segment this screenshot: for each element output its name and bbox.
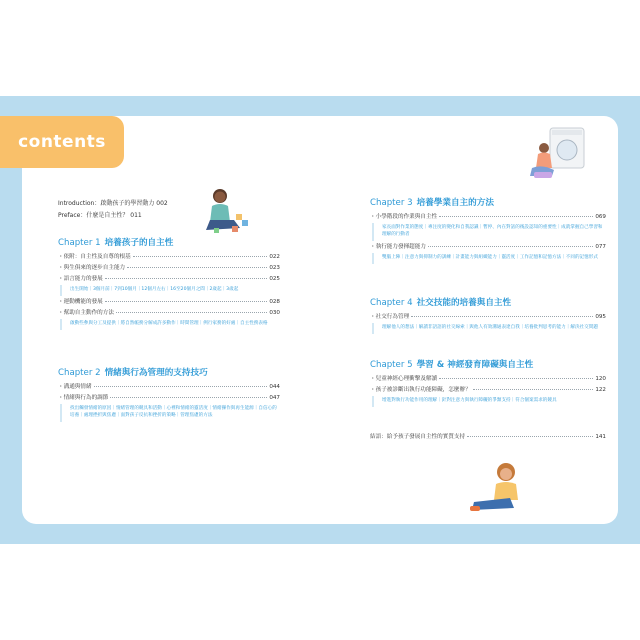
toc-entry[interactable]: ・運動機能的發展 028: [58, 299, 280, 305]
toc-entry[interactable]: ・溝通與情緒 044: [58, 384, 280, 390]
contents-tab: [0, 116, 124, 168]
child-playing-blocks-illustration: [200, 184, 256, 236]
child-laundry-illustration: [528, 124, 592, 182]
child-tying-shoe-illustration: [466, 458, 530, 516]
chapter-2-heading[interactable]: Chapter 2 情緒與行為管理的支持技巧: [58, 368, 208, 378]
chapter-5-heading[interactable]: Chapter 5 學習 & 神經發育障礙與自主性: [370, 360, 534, 370]
toc-entry[interactable]: ・孩子被診斷出執行功能障礙，怎麼辦？ 122: [370, 387, 606, 393]
toc-entry[interactable]: ・依附：自主性及自尊的根基 022: [58, 254, 280, 260]
chapter-3-heading[interactable]: Chapter 3 培養學業自主的方法: [370, 198, 494, 208]
closing-entry[interactable]: 結語：給予孩子發展自主性的實質支持 141: [370, 434, 606, 440]
chapter-4-heading[interactable]: Chapter 4 社交技能的培養與自主性: [370, 298, 512, 308]
toc-subtopics: 雙腦上陣｜注意力與抑制力的訓練｜計畫能力與組織能力｜靈活度｜工作記憶和記憶方法｜不同的記憶形式: [372, 253, 606, 264]
toc-subtopics: 理解他人的想法｜解讀非語語的社交線索｜與他人有效溝通表達自我｜培養批判思考的能力｜解決社交問題: [372, 323, 606, 334]
toc-subtopics: 找出觸發情緒的原因｜情緒管理的競具和活動｜心裡和情緒的靈活度｜情緒操作與再生能源｜自信心的培養｜處理挫折與焦慮｜面對孩子反抗和挫折的策略｜管理焦慮的方法: [60, 404, 280, 422]
toc-entry[interactable]: ・小學階段的作業與自主性 069: [370, 214, 606, 220]
toc-entry[interactable]: ・語言能力的發展 025: [58, 276, 280, 282]
toc-subtopics: 出生開始｜3個月前｜7到10個月｜12個月左右｜16至20個月之間｜2歲起｜3歲起: [60, 285, 280, 296]
contents-title: contents: [18, 132, 106, 152]
toc-entry[interactable]: ・社交行為管理 095: [370, 314, 606, 320]
toc-subtopics: 家長面對作業的態度｜專注度的變化和自我認識｜暫停、內在對話的後設認知的重要性｜成就掌握自己學習和理解的行動者: [372, 223, 606, 241]
toc-entry[interactable]: ・兒童神經心理衝擊及解讀 120: [370, 376, 606, 382]
chapter-1-heading[interactable]: Chapter 1 培養孩子的自主性: [58, 238, 174, 248]
toc-entry[interactable]: ・幫助自主動作的方法 030: [58, 310, 280, 316]
intro-line[interactable]: Introduction：啟動孩子的學習動力 002: [58, 200, 168, 207]
toc-entry[interactable]: ・與生俱來的逐步自主能力 023: [58, 265, 280, 271]
toc-entry[interactable]: ・情緒與行為的調節 047: [58, 395, 280, 401]
toc-subtopics: 啟動些參與分工及提供｜將自然帳務分解成許多動作｜時間管理｜例行家務的好處｜自主性務表格: [60, 319, 280, 330]
preface-line[interactable]: Preface：什麼是自主性？ 011: [58, 212, 142, 219]
toc-subtopics: 增進對執行功能作用的理解｜針對注意力與執行障礙的爭類支持｜符合個案需求的競具: [372, 396, 606, 407]
toc-entry[interactable]: ・執行能力發揮超能力 077: [370, 244, 606, 250]
